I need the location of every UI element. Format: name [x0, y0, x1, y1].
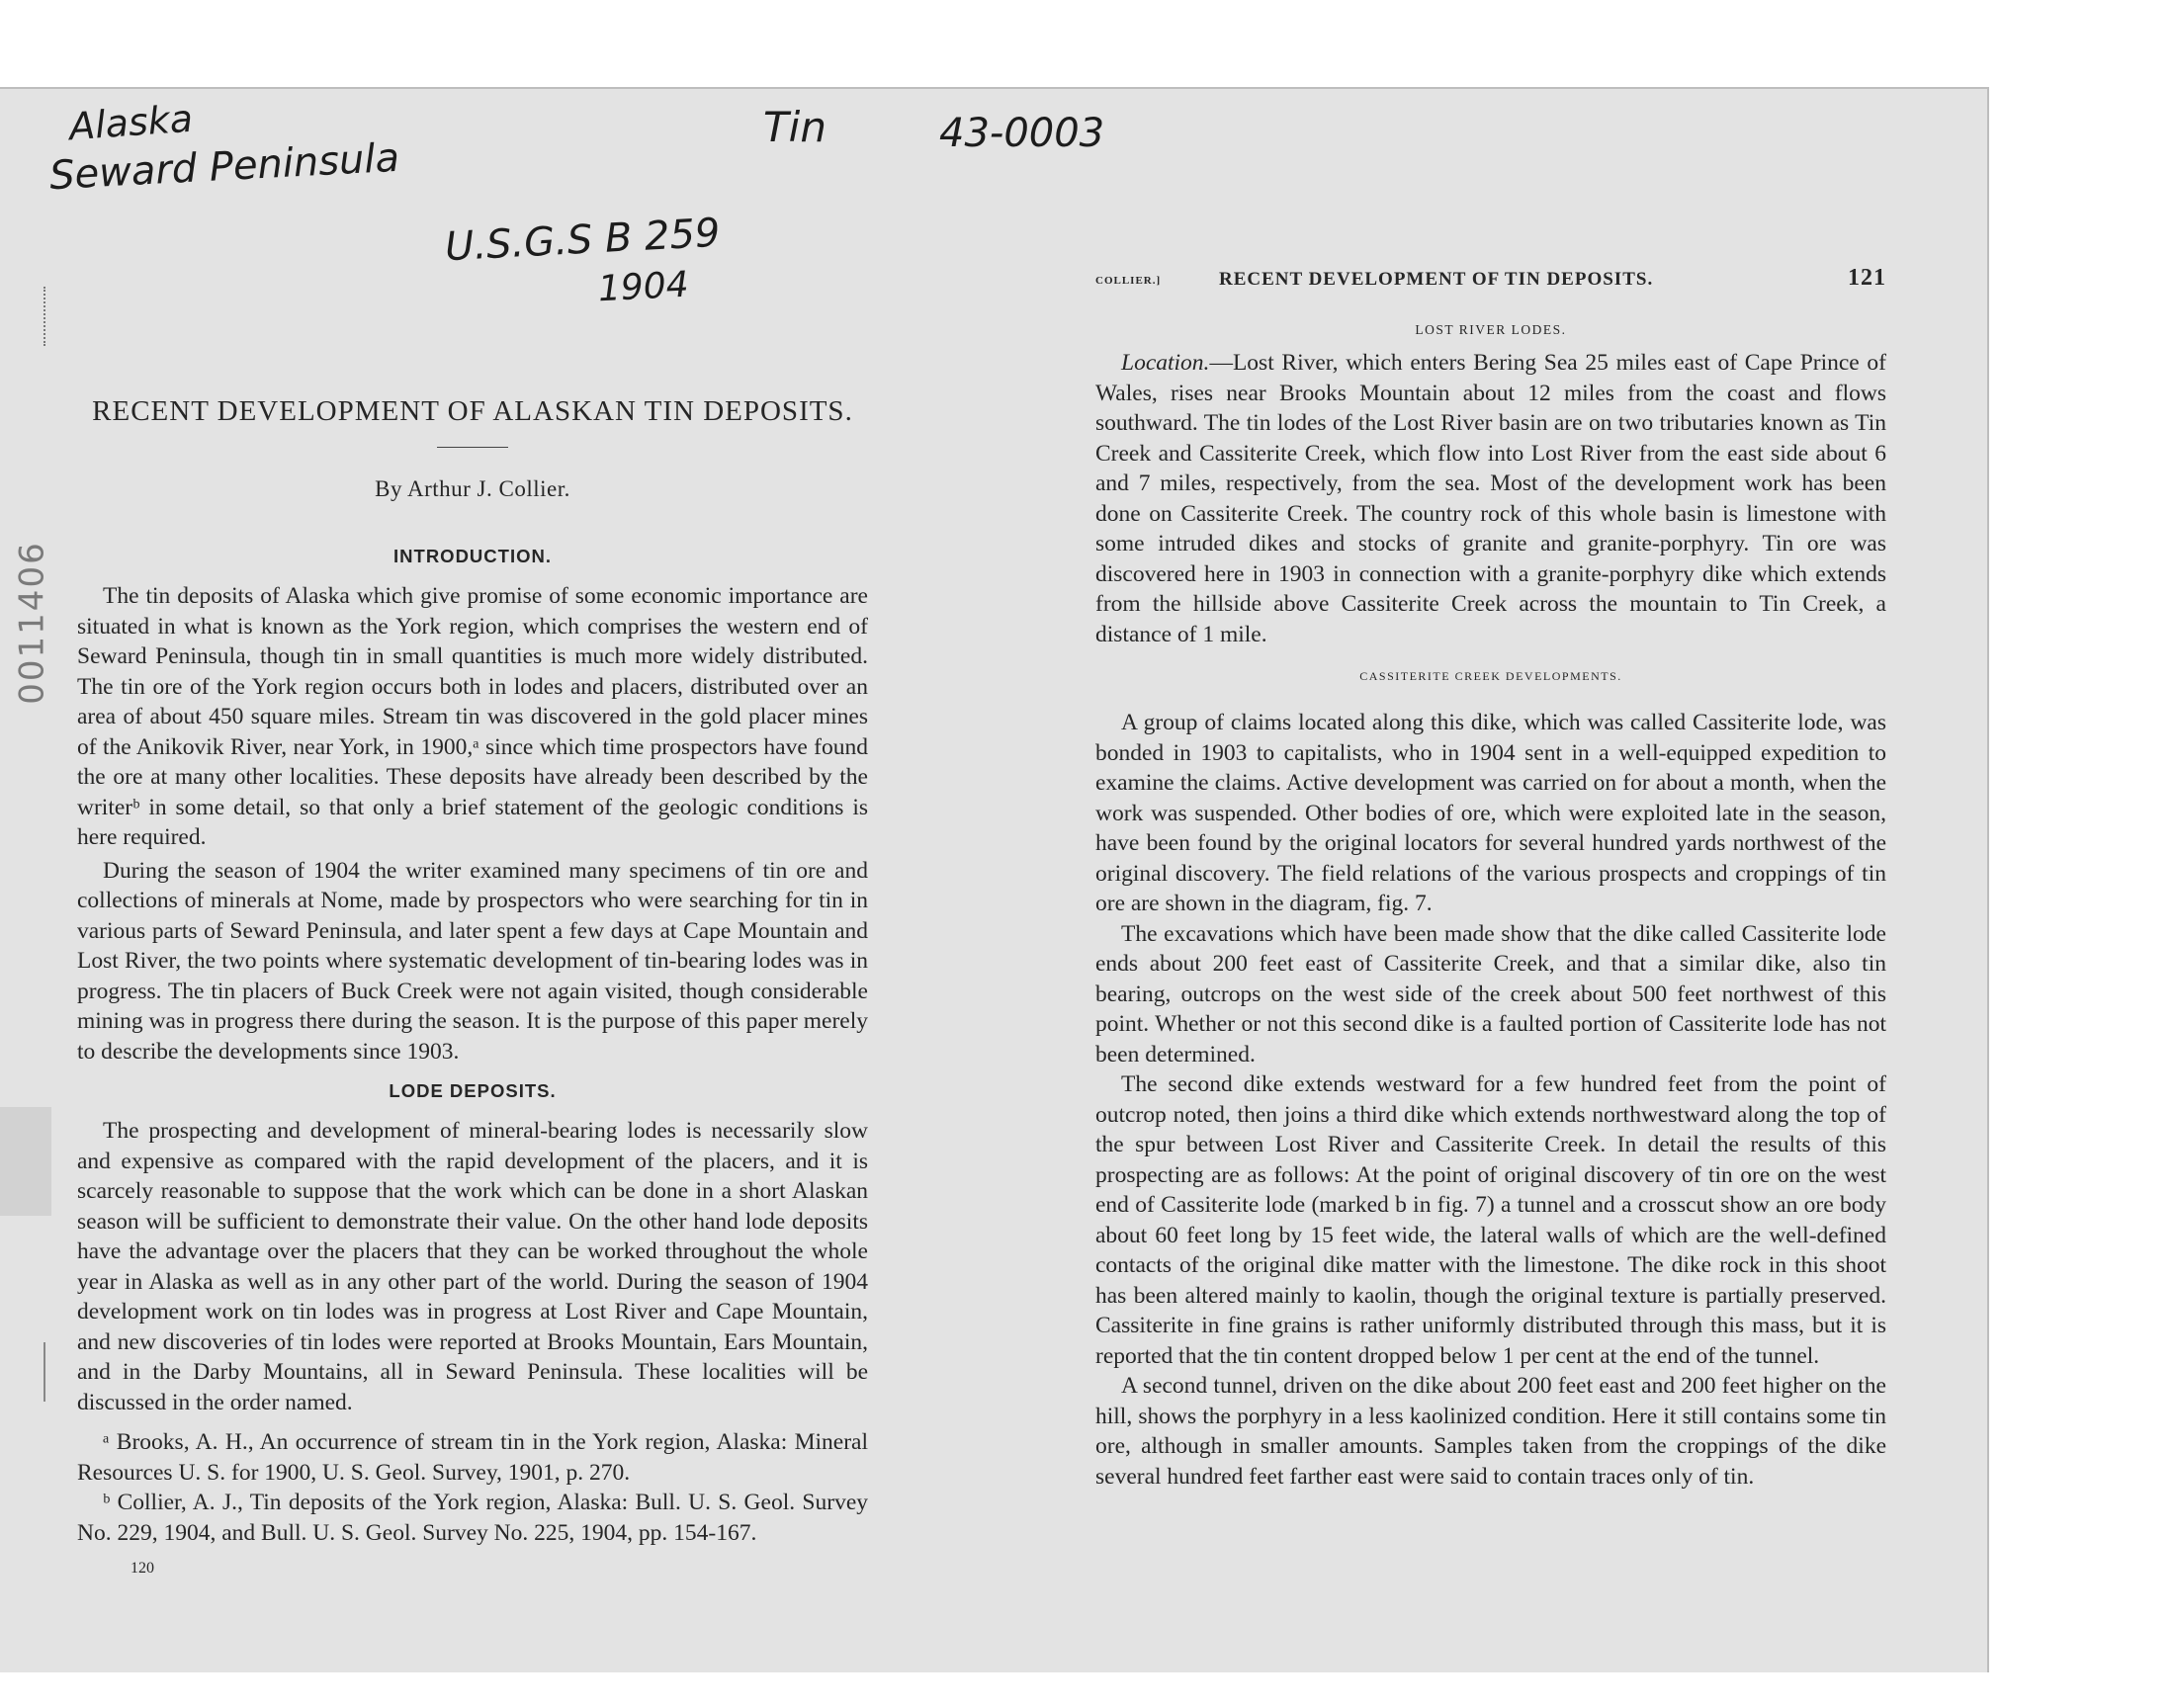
- tab-shadow: [0, 1107, 51, 1216]
- footnote-a: ᵃ Brooks, A. H., An occurrence of stream tin in the York region, Alaska: Mineral Resources U. S. for 1900, U. S. Geol. Survey, 1901, p. 270.: [77, 1429, 868, 1486]
- footnote-rule: [77, 1417, 868, 1427]
- section-heading-lode-deposits: LODE DEPOSITS.: [389, 1080, 557, 1101]
- location-label: Location.: [1121, 350, 1210, 376]
- margin-mark: [44, 287, 48, 346]
- scanned-document: [0, 87, 1989, 1672]
- section-heading-introduction: INTRODUCTION.: [393, 546, 552, 566]
- author-byline: By Arthur J. Collier.: [375, 476, 570, 501]
- section-heading-cassiterite: CASSITERITE CREEK DEVELOPMENTS.: [1359, 669, 1622, 683]
- margin-stamp-number: 0011406: [12, 541, 52, 705]
- right-page-number: 121: [1848, 265, 1886, 291]
- cassiterite-paragraph-3: The second dike extends westward for a few hundred feet from the point of outcrop noted, then joins a third dike which extends northwestward along the top of the spur between Lost River and Cassiterite Creek. In detail the results of this prospecting are as follows: At the point of original discovery of tin ore on the west end of Cassiterite lode (marked b in fig. 7) a tunnel and a crosscut show an ore body about 60 feet long by 15 feet wide, the lateral walls of which are the well-defined contacts of the original dike matter with the limestone. The dike rock in this shoot has been altered mainly to kaolin, though the original texture is partially preserved. Cassiterite in fine grains is rather uniformly distributed through this mass, but it is reported that the tin content dropped below 1 per cent at the end of the tunnel.: [1095, 1071, 1886, 1369]
- section-heading-lost-river: LOST RIVER LODES.: [1415, 322, 1567, 337]
- cassiterite-paragraph-4: A second tunnel, driven on the dike about 200 feet east and 200 feet higher on the hill, shows the porphyry in a less kaolinized condition. Here it still contains some tin ore, although in smaller amounts. Samples taken from the croppings of the dike several hundred feet farther east were said to contain traces only of tin.: [1095, 1373, 1886, 1490]
- handwritten-commodity: Tin: [763, 103, 826, 151]
- handwritten-source-line2: 1904: [596, 264, 690, 310]
- location-text: —Lost River, which enters Bering Sea 25 miles east of Cape Prince of Wales, rises near Brooks Mountain about 12 miles from the coast and flows southward. The tin lodes of the Lost River basin are on two tributaries known as Tin Creek and Cassiterite Creek, which flow into Lost River from the east side about 6 and 7 miles, respectively, from the sea. Most of the development work has been done on Cassiterite Creek. The country rock of this whole basin is limestone with some intruded dikes and stocks of granite and granite-porphyry. Tin ore was discovered here in 1903 in connection with a granite-porphyry dike which extends from the hillside above Cassiterite Creek across the mountain to Tin Creek, a distance of 1 mile.: [1095, 350, 1886, 647]
- left-page-body: [77, 546, 868, 1578]
- lode-paragraph-1: The prospecting and development of mineral-bearing lodes is necessarily slow and expensive as compared with the rapid development of the placers, and it is scarcely reasonable to suppose that the work which can be done in a short Alaskan season will be sufficient to demonstrate their value. On the other hand lode deposits have the advantage over the placers that they can be worked throughout the whole year in Alaska as well as in any other part of the world. During the season of 1904 development work on tin lodes was in progress at Lost River and Cape Mountain, and new discoveries of tin lodes were reported at Brooks Mountain, Ears Mountain, and in the Darby Mountains, all in Seward Peninsula. These localities will be discussed in the order named.: [77, 1118, 868, 1415]
- intro-paragraph-1: The tin deposits of Alaska which give promise of some economic importance are situated in what is known as the York region, which comprises the western end of Seward Peninsula, though tin in small quantities is much more widely distributed. The tin ore of the York region occurs both in lodes and placers, distributed over an area of about 450 square miles. Stream tin was discovered in the gold placer mines of the Anikovik River, near York, in 1900,ᵃ since which time prospectors have found the ore at many other localities. These deposits have already been described by the writerᵇ in some detail, so that only a brief statement of the geologic conditions is here required.: [77, 583, 868, 850]
- running-head-title: RECENT DEVELOPMENT OF TIN DEPOSITS.: [1219, 269, 1654, 290]
- handwritten-region-line1: Alaska: [67, 96, 195, 149]
- margin-mark: [44, 1342, 48, 1402]
- footnote-b: ᵇ Collier, A. J., Tin deposits of the York region, Alaska: Bull. U. S. Geol. Survey No. 229, 1904, and Bull. U. S. Geol. Survey No. 225, 1904, pp. 154-167.: [77, 1490, 868, 1546]
- handwritten-source-line1: U.S.G.S B 259: [443, 210, 722, 271]
- right-page-body: [1095, 322, 1886, 1492]
- running-head-author: COLLIER.]: [1095, 275, 1162, 287]
- handwritten-region-line2: Seward Peninsula: [48, 134, 401, 200]
- title-rule: [437, 447, 508, 448]
- cassiterite-paragraph-1: A group of claims located along this dike, which was called Cassiterite lode, was bonded in 1903 to capitalists, who in 1904 sent in a well-equipped expedition to examine the claims. Active development was carried on for about a month, when the work was suspended. Other bodies of ore, which were exploited late in the season, have been found by the original locators for several hundred yards northwest of the original discovery. The field relations of the various prospects and croppings of tin ore are shown in the diagram, fig. 7.: [1095, 710, 1886, 916]
- intro-paragraph-2: During the season of 1904 the writer examined many specimens of tin ore and collections of minerals at Nome, made by prospectors who were searching for tin in various parts of Seward Peninsula, and later spent a few days at Cape Mountain and Lost River, the two points where systematic development of tin-bearing lodes was in progress. The tin placers of Buck Creek were not again visited, though considerable mining was in progress there during the season. It is the purpose of this paper merely to describe the developments since 1903.: [77, 857, 868, 1065]
- left-page-number: 120: [130, 1560, 154, 1577]
- cassiterite-paragraph-2: The excavations which have been made show that the dike called Cassiterite lode ends about 200 feet east of Cassiterite Creek, and that a similar dike, also tin bearing, outcrops on the west side of the creek about 500 feet northwest of this point. Whether or not this second dike is a faulted portion of Cassiterite lode has not been determined.: [1095, 920, 1886, 1068]
- handwritten-file-number: 43-0003: [939, 111, 1105, 156]
- article-title: RECENT DEVELOPMENT OF ALASKAN TIN DEPOSITS.: [92, 395, 853, 427]
- location-paragraph: [1095, 348, 1886, 649]
